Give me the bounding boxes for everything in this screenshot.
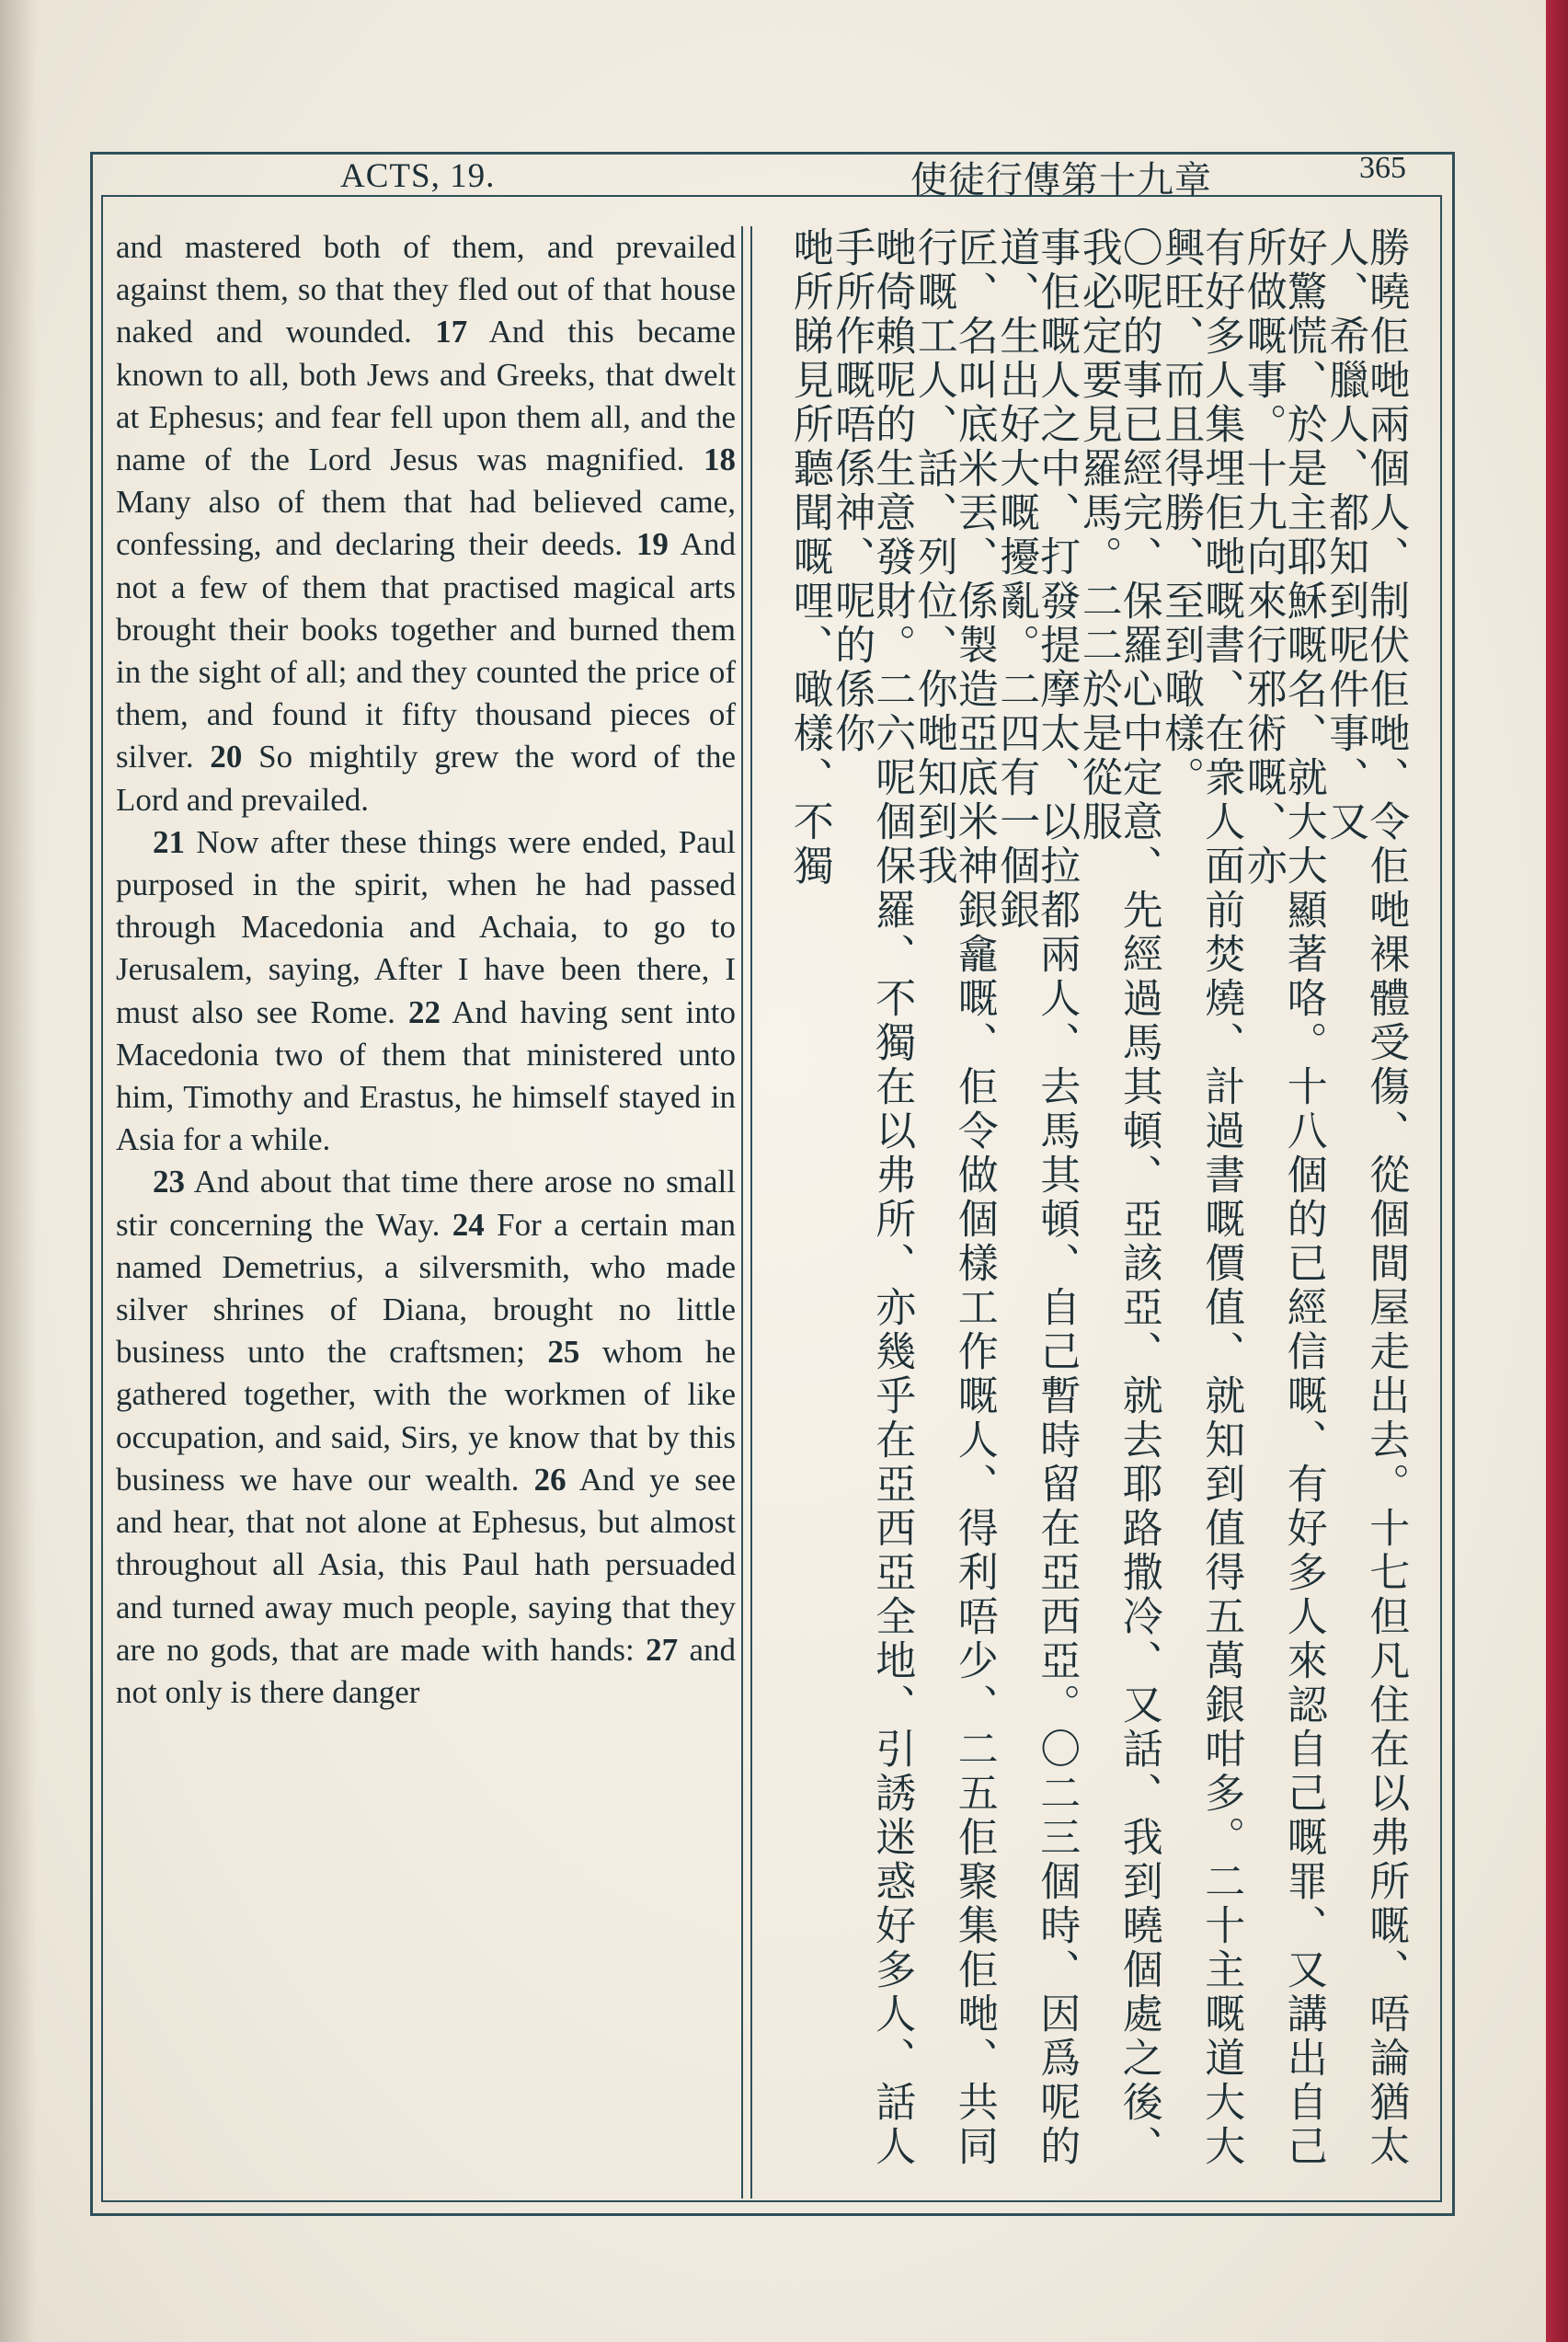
header-rule [101,195,1440,197]
column-divider-left [741,226,743,2198]
verse-text: And about that time there arose no small stir concerning the Way. [116,1164,736,1243]
chinese-column: 好驚慌、於是主耶穌嘅名、就大大顯著咯。十八個的已經信嘅、有好多人來認自己嘅罪、又講出自己所做嘅事。十九向來行邪術嘅、亦 [1239,226,1327,2169]
verse-number: 21 [153,823,185,860]
running-head-english: ACTS, 19. [340,157,496,195]
verse-number: 22 [408,993,441,1030]
verse-number: 17 [435,314,468,350]
verse-number: 18 [704,442,736,478]
chinese-column: 匠、名叫底米丟、係製造亞底米神銀龕嘅、佢令做個樣工作嘅人、得利唔少、二五佢聚集佢哋、共同行嘅工人、話、列位、你哋知到我 [910,226,998,2169]
verse-number: 20 [210,739,243,775]
verse-text: And ye see and hear, that not alone at Ephesus, but almost throughout all Asia, this Paul hath persuaded and turned away much people, saying that they are no gods, that are made with hands: [116,1461,736,1668]
running-head-chinese: 使徒行傳第十九章 [910,159,1212,201]
verse-number: 23 [153,1164,185,1200]
verse-number: 26 [533,1461,567,1498]
verse-number: 25 [547,1334,580,1371]
verse-text: Now after these things were ended, Paul purposed in the spirit, when he had passed through Macedonia and Achaia, to go to Jerusalem, saying, After I have been there, I must also see Rome. [116,823,736,1030]
book-cover-edge [1546,0,1568,2342]
chinese-column: 〇呢的事已經完、保羅心中定意、先經過馬其頓、亞該亞、就去耶路撒冷、又話、我到曉個處之後、我必定要見羅馬。二二於是從服 [1074,226,1162,2169]
page-number: 365 [1359,151,1406,185]
chinese-text-area [765,226,1424,2195]
chinese-column: 有好多人集埋佢哋嘅書、在衆人面前焚燒、計過書嘅價值、就知到值得五萬銀咁多。二十主嘅道大大興旺、而且得勝、至到噉樣。 [1157,226,1245,2169]
verse-text: and mastered both of them, and prevailed against them, so that they fled out of that house naked and wounded. [116,229,736,350]
column-divider-right [750,226,752,2198]
english-paragraph [116,821,736,1162]
chinese-column: 事佢嘅人之中、打發提摩太、以拉都兩人、去馬其頓、自己暫時留在亞西亞。〇二三個時、因爲呢的道、生出好大嘅擾亂。二四有一個銀 [992,226,1081,2169]
english-text-column [116,226,736,1714]
verse-text: For a certain man named Demetrius, a silversmith, who made silver shrines of Diana, brought no little business unto the craftsmen; [116,1206,737,1371]
chinese-column: 哋所睇見所聽聞嘅哩、噉樣、不獨 [785,226,833,889]
verse-text: And having sent into Macedonia two of them that ministered unto him, Timothy and Erastus, he himself stayed in Asia for a while. [116,993,736,1158]
chinese-column: 勝曉佢哋兩個人、制伏佢哋、令佢哋裸體受傷、從個間屋走出去。十七但凡住在以弗所嘅、唔論猶太人、希臘人、都知到呢件事、又 [1322,226,1410,2169]
verse-number: 24 [452,1206,485,1243]
verse-number: 27 [646,1631,679,1668]
verse-text: whom he gathered together, with the workmen of like occupation, and said, Sirs, ye know that by this business we have our wealth. [116,1334,736,1498]
verse-number: 19 [635,526,669,563]
verse-text: Many also of them that had believed came, confessing, and declaring their deeds. [116,484,736,563]
english-paragraph [116,226,736,821]
verse-text: And not a few of them that practised magical arts brought their books together and burned them in the sight of all; and they counted the price of them, and found it fifty thousand pieces of silver. [116,526,736,775]
verse-text: And this became known to all, both Jews and Greeks, that dwelt at Ephesus; and fear fell upon them all, and the name of the Lord Jesus was magnified. [116,314,737,478]
verse-text: and not only is there danger [116,1631,736,1710]
verse-text: So mightily grew the word of the Lord and prevailed. [116,739,737,818]
chinese-column: 哋倚賴呢的生意發財。二六呢個保羅、不獨在以弗所、亦幾乎在亞西亞全地、引誘迷惑好多人、話人手所作嘅唔係神、呢的係你 [828,226,916,2169]
spine-shadow [0,0,37,2342]
english-paragraph [116,1161,736,1714]
